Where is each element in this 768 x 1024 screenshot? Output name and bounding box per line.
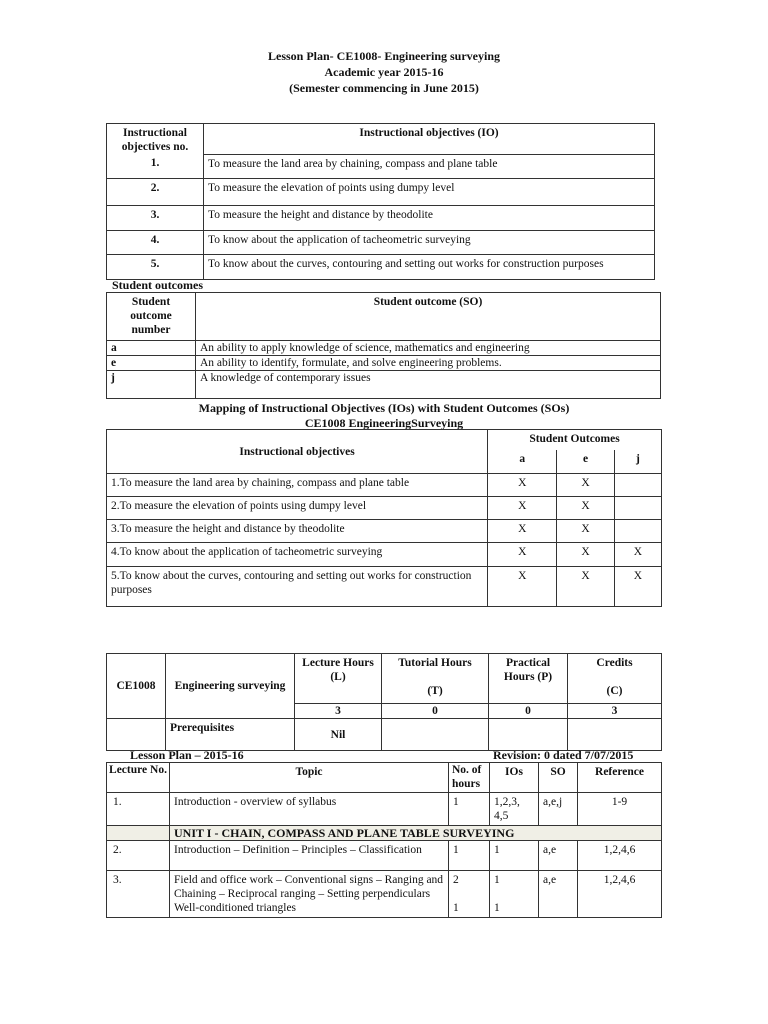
mapping-io-text: 5.To know about the curves, contouring and setting out works for construction purposes [107, 567, 488, 607]
prerequisites-value: Nil [295, 719, 382, 751]
io-col-text-header: Instructional objectives (IO) [204, 124, 655, 155]
io-table [106, 123, 655, 280]
lecture-hours: 1 [453, 902, 459, 914]
lecture-topic: Introduction – Definition – Principles – Classification [170, 841, 449, 871]
mapping-so-a: a [488, 450, 557, 474]
credits-title: Credits [596, 657, 633, 669]
prerequisites-label: Prerequisites [166, 719, 295, 751]
io-no: 5. [107, 254, 204, 279]
so-text: An ability to identify, formulate, and solve engineering problems. [196, 356, 661, 371]
mapping-mark: X [488, 474, 557, 497]
credits-label [568, 654, 662, 704]
credits-value: 3 [568, 704, 662, 719]
io-no: 1. [107, 154, 204, 178]
practical-hours-value: 0 [489, 704, 568, 719]
mapping-mark [614, 474, 661, 497]
io-text: To measure the elevation of points using dumpy level [204, 178, 655, 205]
col-reference: Reference [578, 763, 662, 793]
io-no: 3. [107, 205, 204, 230]
lecture-topic: Field and office work – Conventional signs – Ranging and Chaining – Reciprocal ranging – Setting perpendiculars Well-conditioned triangles [170, 871, 449, 918]
io-text: To measure the land area by chaining, compass and plane table [204, 154, 655, 178]
io-text: To measure the height and distance by theodolite [204, 205, 655, 230]
lecture-no: 3. [107, 871, 170, 918]
header-academic-year: Academic year 2015-16 [324, 65, 444, 79]
mapping-so-j: j [614, 450, 661, 474]
so-id: j [107, 371, 196, 399]
lecture-hours: 1 [449, 793, 490, 826]
mapping-io-text: 3.To measure the height and distance by theodolite [107, 520, 488, 543]
lesson-plan-table [106, 762, 662, 918]
so-table [106, 292, 661, 399]
course-name: Engineering surveying [166, 654, 295, 719]
mapping-so-e: e [557, 450, 614, 474]
mapping-mark [614, 520, 661, 543]
col-so: SO [539, 763, 578, 793]
course-empty-cell [107, 719, 166, 751]
lecture-so: a,e,j [539, 793, 578, 826]
course-empty-cell [568, 719, 662, 751]
lecture-ref: 1,2,4,6 [578, 871, 662, 918]
lecture-so: a,e [539, 871, 578, 918]
course-empty-cell [489, 719, 568, 751]
io-col-no-header: Instructional objectives no. [107, 124, 204, 155]
lecture-ref: 1,2,4,6 [578, 841, 662, 871]
mapping-mark: X [614, 567, 661, 607]
tutorial-hours-value: 0 [382, 704, 489, 719]
mapping-mark: X [488, 567, 557, 607]
so-id: a [107, 341, 196, 356]
credits-sub: (C) [606, 685, 623, 697]
document-header [0, 48, 768, 96]
lecture-hours: 1 [449, 841, 490, 871]
lesson-plan-title: Lesson Plan – 2015-16 [130, 748, 244, 762]
mapping-mark: X [557, 497, 614, 520]
mapping-mark [614, 497, 661, 520]
lecture-ios: 1 [494, 874, 500, 886]
so-col-no-header: Student outcome number [107, 293, 196, 341]
lecture-ios: 1 [494, 902, 500, 914]
mapping-mark: X [488, 543, 557, 567]
tutorial-hours-sub: (T) [427, 685, 443, 697]
lecture-topic: Introduction - overview of syllabus [170, 793, 449, 826]
unit-heading: UNIT I - CHAIN, COMPASS AND PLANE TABLE SURVEYING [170, 826, 662, 841]
so-id: e [107, 356, 196, 371]
lecture-hours-value: 3 [295, 704, 382, 719]
lecture-ios-cell [490, 871, 539, 918]
mapping-mark: X [557, 474, 614, 497]
lecture-no: 1. [107, 793, 170, 826]
mapping-title: Mapping of Instructional Objectives (IOs) with Student Outcomes (SOs) [198, 401, 570, 415]
header-title: Lesson Plan- CE1008- Engineering surveying [267, 49, 501, 63]
revision-info: Revision: 0 dated 7/07/2015 [493, 748, 634, 762]
lecture-hours: 2 [453, 874, 459, 886]
io-text: To know about the curves, contouring and setting out works for construction purposes [204, 254, 655, 279]
mapping-mark: X [488, 497, 557, 520]
mapping-subtitle: CE1008 EngineeringSurveying [304, 416, 464, 430]
header-semester: (Semester commencing in June 2015) [289, 81, 479, 95]
mapping-mark: X [557, 543, 614, 567]
mapping-table [106, 429, 662, 607]
io-text: To know about the application of tacheometric surveying [204, 230, 655, 254]
tutorial-hours-label [382, 654, 489, 704]
io-no: 4. [107, 230, 204, 254]
so-text: An ability to apply knowledge of science, mathematics and engineering [196, 341, 661, 356]
lecture-ios: 1,2,3, 4,5 [490, 793, 539, 826]
course-empty-cell [382, 719, 489, 751]
course-table [106, 653, 662, 751]
mapping-io-text: 4.To know about the application of tacheometric surveying [107, 543, 488, 567]
so-col-text-header: Student outcome (SO) [196, 293, 661, 341]
mapping-mark: X [557, 567, 614, 607]
io-no: 2. [107, 178, 204, 205]
practical-hours-label: Practical Hours (P) [489, 654, 568, 704]
mapping-io-text: 2.To measure the elevation of points using dumpy level [107, 497, 488, 520]
mapping-col-so-header: Student Outcomes [488, 430, 662, 450]
mapping-mark: X [557, 520, 614, 543]
col-ios: IOs [490, 763, 539, 793]
col-hours: No. of hours [449, 763, 490, 793]
lecture-ios: 1 [490, 841, 539, 871]
tutorial-hours-title: Tutorial Hours [398, 657, 472, 669]
lecture-ref: 1-9 [578, 793, 662, 826]
course-code: CE1008 [107, 654, 166, 719]
lecture-so: a,e [539, 841, 578, 871]
lecture-no: 2. [107, 841, 170, 871]
mapping-mark: X [488, 520, 557, 543]
so-text: A knowledge of contemporary issues [196, 371, 661, 399]
so-section-title: Student outcomes [112, 278, 204, 292]
unit-empty-cell [107, 826, 170, 841]
mapping-col-io-header: Instructional objectives [107, 430, 488, 474]
mapping-mark: X [614, 543, 661, 567]
lecture-hours-cell [449, 871, 490, 918]
lecture-hours-label: Lecture Hours (L) [295, 654, 382, 704]
col-lecture-no: Lecture No. [107, 763, 170, 793]
col-topic: Topic [170, 763, 449, 793]
mapping-io-text: 1.To measure the land area by chaining, compass and plane table [107, 474, 488, 497]
